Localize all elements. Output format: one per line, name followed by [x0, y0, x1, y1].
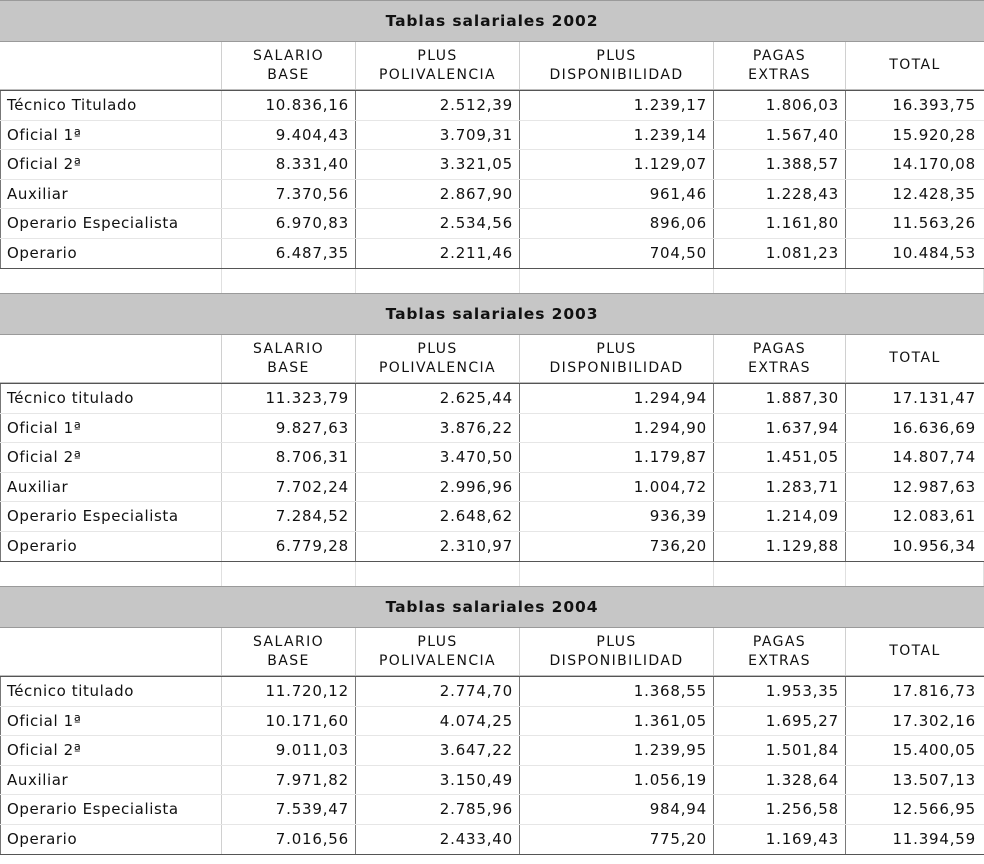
pagas-extras-value: 1.501,84 — [714, 736, 846, 765]
table-row — [0, 736, 984, 766]
salario-base-value: 7.971,82 — [222, 766, 356, 795]
row-category: Operario — [0, 239, 222, 269]
header-salario-base: SALARIO BASE — [222, 42, 356, 89]
plus-disponibilidad-value: 1.056,19 — [520, 766, 714, 795]
pagas-extras-value: 1.081,23 — [714, 239, 846, 269]
pagas-extras-value: 1.161,80 — [714, 209, 846, 238]
salario-base-value: 7.539,47 — [222, 795, 356, 824]
table-row — [0, 121, 984, 151]
pagas-extras-value: 1.328,64 — [714, 766, 846, 795]
table-row — [0, 677, 984, 707]
header-plus-polivalencia: PLUS POLIVALENCIA — [356, 335, 520, 382]
plus-disponibilidad-value: 704,50 — [520, 239, 714, 269]
total-value: 12.428,35 — [892, 184, 976, 203]
salary-table-2002 — [0, 42, 984, 293]
header-row — [0, 335, 984, 383]
row-category: Técnico Titulado — [0, 91, 222, 120]
plus-disponibilidad-value: 1.239,14 — [520, 121, 714, 150]
plus-polivalencia-value: 2.648,62 — [356, 502, 520, 531]
table-row — [0, 795, 984, 825]
salario-base-value: 7.370,56 — [222, 180, 356, 209]
salario-base-value: 6.970,83 — [222, 209, 356, 238]
table-title-2002: Tablas salariales 2002 — [0, 0, 984, 42]
plus-polivalencia-value: 2.625,44 — [356, 384, 520, 413]
spacer-row — [0, 562, 984, 586]
row-category: Oficial 1ª — [0, 707, 222, 736]
total-value: 15.920,28 — [892, 125, 976, 144]
pagas-extras-value: 1.214,09 — [714, 502, 846, 531]
table-row — [0, 443, 984, 473]
header-plus-disponibilidad: PLUS DISPONIBILIDAD — [520, 42, 714, 89]
row-category: Oficial 2ª — [0, 443, 222, 472]
total-value: 10.956,34 — [892, 537, 976, 556]
data-block-2003 — [0, 383, 984, 562]
header-category — [0, 335, 222, 382]
plus-polivalencia-value: 2.310,97 — [356, 532, 520, 562]
plus-disponibilidad-value: 736,20 — [520, 532, 714, 562]
table-row — [0, 766, 984, 796]
pagas-extras-value: 1.283,71 — [714, 473, 846, 502]
salario-base-value: 7.284,52 — [222, 502, 356, 531]
salario-base-value: 9.827,63 — [222, 414, 356, 443]
table-row — [0, 91, 984, 121]
table-row — [0, 473, 984, 503]
pagas-extras-value: 1.806,03 — [714, 91, 846, 120]
header-plus-polivalencia: PLUS POLIVALENCIA — [356, 42, 520, 89]
plus-disponibilidad-value: 1.294,90 — [520, 414, 714, 443]
salario-base-value: 10.171,60 — [222, 707, 356, 736]
plus-polivalencia-value: 2.211,46 — [356, 239, 520, 269]
plus-polivalencia-value: 2.996,96 — [356, 473, 520, 502]
plus-disponibilidad-value: 961,46 — [520, 180, 714, 209]
spacer-row — [0, 269, 984, 293]
header-salario-base: SALARIO BASE — [222, 335, 356, 382]
row-category: Operario Especialista — [0, 209, 222, 238]
plus-disponibilidad-value: 1.294,94 — [520, 384, 714, 413]
header-plus-disponibilidad: PLUS DISPONIBILIDAD — [520, 335, 714, 382]
plus-disponibilidad-value: 1.004,72 — [520, 473, 714, 502]
salary-table-2003 — [0, 335, 984, 586]
plus-polivalencia-value: 3.709,31 — [356, 121, 520, 150]
pagas-extras-value: 1.887,30 — [714, 384, 846, 413]
header-category — [0, 42, 222, 89]
header-total: TOTAL — [889, 350, 941, 366]
total-value: 14.807,74 — [892, 448, 976, 467]
salario-base-value: 6.487,35 — [222, 239, 356, 269]
table-row — [0, 180, 984, 210]
plus-polivalencia-value: 3.876,22 — [356, 414, 520, 443]
total-value: 17.131,47 — [892, 389, 976, 408]
table-row — [0, 150, 984, 180]
total-value: 16.393,75 — [892, 96, 976, 115]
salario-base-value: 6.779,28 — [222, 532, 356, 562]
row-category: Técnico titulado — [0, 384, 222, 413]
plus-disponibilidad-value: 1.239,95 — [520, 736, 714, 765]
pagas-extras-value: 1.567,40 — [714, 121, 846, 150]
total-value: 13.507,13 — [892, 770, 976, 789]
plus-disponibilidad-value: 1.368,55 — [520, 677, 714, 706]
row-category: Operario Especialista — [0, 502, 222, 531]
plus-polivalencia-value: 2.433,40 — [356, 825, 520, 855]
header-plus-polivalencia: PLUS POLIVALENCIA — [356, 628, 520, 675]
salario-base-value: 7.702,24 — [222, 473, 356, 502]
plus-disponibilidad-value: 1.129,07 — [520, 150, 714, 179]
row-category: Operario Especialista — [0, 795, 222, 824]
plus-polivalencia-value: 2.512,39 — [356, 91, 520, 120]
plus-polivalencia-value: 4.074,25 — [356, 707, 520, 736]
table-row — [0, 825, 984, 855]
plus-disponibilidad-value: 984,94 — [520, 795, 714, 824]
plus-disponibilidad-value: 1.179,87 — [520, 443, 714, 472]
row-category: Oficial 2ª — [0, 150, 222, 179]
data-block-2004 — [0, 676, 984, 855]
salario-base-value: 11.720,12 — [222, 677, 356, 706]
salario-base-value: 10.836,16 — [222, 91, 356, 120]
salario-base-value: 8.331,40 — [222, 150, 356, 179]
total-value: 12.987,63 — [892, 477, 976, 496]
header-row — [0, 628, 984, 676]
plus-disponibilidad-value: 1.239,17 — [520, 91, 714, 120]
row-category: Auxiliar — [0, 180, 222, 209]
header-plus-disponibilidad: PLUS DISPONIBILIDAD — [520, 628, 714, 675]
header-pagas-extras: PAGAS EXTRAS — [714, 628, 846, 675]
header-total: TOTAL — [889, 643, 941, 659]
plus-polivalencia-value: 3.321,05 — [356, 150, 520, 179]
plus-disponibilidad-value: 936,39 — [520, 502, 714, 531]
table-row — [0, 707, 984, 737]
salario-base-value: 11.323,79 — [222, 384, 356, 413]
total-value: 14.170,08 — [892, 155, 976, 174]
plus-disponibilidad-value: 1.361,05 — [520, 707, 714, 736]
salario-base-value: 7.016,56 — [222, 825, 356, 855]
table-row — [0, 209, 984, 239]
table-row — [0, 532, 984, 562]
table-title-2004: Tablas salariales 2004 — [0, 586, 984, 628]
pagas-extras-value: 1.129,88 — [714, 532, 846, 562]
header-total: TOTAL — [889, 57, 941, 73]
total-value: 12.083,61 — [892, 507, 976, 526]
plus-polivalencia-value: 2.774,70 — [356, 677, 520, 706]
table-row — [0, 384, 984, 414]
plus-polivalencia-value: 3.150,49 — [356, 766, 520, 795]
header-pagas-extras: PAGAS EXTRAS — [714, 42, 846, 89]
total-value: 11.394,59 — [892, 830, 976, 849]
total-value: 15.400,05 — [892, 741, 976, 760]
row-category: Operario — [0, 532, 222, 562]
total-value: 10.484,53 — [892, 244, 976, 263]
header-row — [0, 42, 984, 90]
row-category: Operario — [0, 825, 222, 855]
row-category: Técnico titulado — [0, 677, 222, 706]
row-category: Oficial 1ª — [0, 121, 222, 150]
header-salario-base: SALARIO BASE — [222, 628, 356, 675]
pagas-extras-value: 1.256,58 — [714, 795, 846, 824]
pagas-extras-value: 1.169,43 — [714, 825, 846, 855]
data-block-2002 — [0, 90, 984, 269]
header-pagas-extras: PAGAS EXTRAS — [714, 335, 846, 382]
pagas-extras-value: 1.695,27 — [714, 707, 846, 736]
table-title-2003: Tablas salariales 2003 — [0, 293, 984, 335]
salary-table-2004 — [0, 628, 984, 855]
plus-polivalencia-value: 2.534,56 — [356, 209, 520, 238]
row-category: Auxiliar — [0, 766, 222, 795]
plus-polivalencia-value: 2.785,96 — [356, 795, 520, 824]
table-row — [0, 414, 984, 444]
total-value: 17.816,73 — [892, 682, 976, 701]
pagas-extras-value: 1.228,43 — [714, 180, 846, 209]
salario-base-value: 9.011,03 — [222, 736, 356, 765]
row-category: Oficial 1ª — [0, 414, 222, 443]
pagas-extras-value: 1.953,35 — [714, 677, 846, 706]
row-category: Auxiliar — [0, 473, 222, 502]
total-value: 12.566,95 — [892, 800, 976, 819]
plus-disponibilidad-value: 775,20 — [520, 825, 714, 855]
header-category — [0, 628, 222, 675]
plus-polivalencia-value: 3.647,22 — [356, 736, 520, 765]
plus-disponibilidad-value: 896,06 — [520, 209, 714, 238]
total-value: 16.636,69 — [892, 418, 976, 437]
plus-polivalencia-value: 2.867,90 — [356, 180, 520, 209]
pagas-extras-value: 1.388,57 — [714, 150, 846, 179]
pagas-extras-value: 1.637,94 — [714, 414, 846, 443]
pagas-extras-value: 1.451,05 — [714, 443, 846, 472]
salario-base-value: 8.706,31 — [222, 443, 356, 472]
table-row — [0, 239, 984, 269]
table-row — [0, 502, 984, 532]
salario-base-value: 9.404,43 — [222, 121, 356, 150]
row-category: Oficial 2ª — [0, 736, 222, 765]
plus-polivalencia-value: 3.470,50 — [356, 443, 520, 472]
total-value: 11.563,26 — [892, 214, 976, 233]
total-value: 17.302,16 — [892, 711, 976, 730]
